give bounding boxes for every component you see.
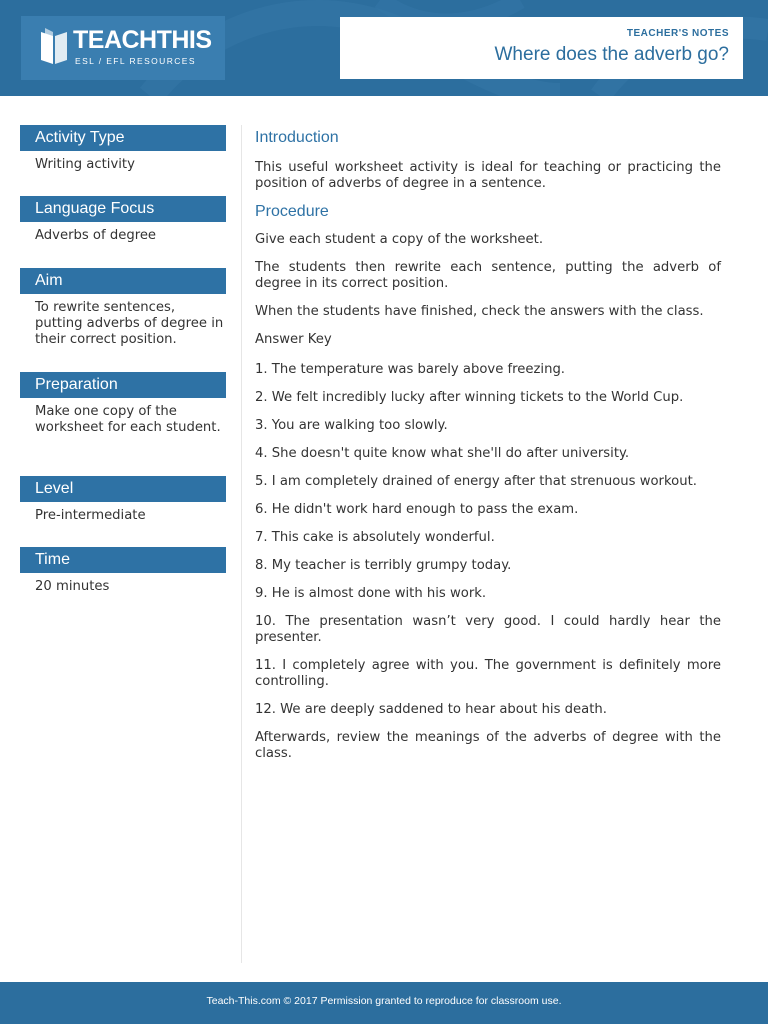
sidebar-text: Writing activity (35, 157, 135, 172)
sidebar-heading: Preparation (20, 372, 226, 398)
sidebar-text: Pre-intermediate (35, 508, 146, 523)
answer-item: 5. I am completely drained of energy after that strenuous workout. (255, 474, 697, 489)
copyright-text: Teach-This.com © 2017 Permission granted to reproduce for classroom use. (206, 995, 562, 1007)
sidebar-heading: Aim (20, 268, 226, 294)
answer-key-label: Answer Key (255, 332, 332, 347)
book-icon (37, 26, 71, 66)
answer-item: 7. This cake is absolutely wonderful. (255, 530, 495, 545)
sidebar-text: Make one copy of the worksheet for each student. (35, 404, 221, 435)
teachers-notes-label: TEACHER'S NOTES (626, 28, 729, 39)
header-banner (0, 0, 768, 96)
sidebar-section-language-focus (20, 196, 226, 268)
answer-item: 12. We are deeply saddened to hear about his death. (255, 702, 607, 717)
page-title: Where does the adverb go? (494, 44, 729, 65)
introduction-text: This useful worksheet activity is ideal for teaching or practicing the position of adverbs of degree in a sentence. (255, 160, 721, 191)
procedure-heading: Procedure (255, 203, 329, 220)
sidebar-text: Adverbs of degree (35, 228, 157, 243)
answer-item: 4. She doesn't quite know what she'll do after university. (255, 446, 630, 461)
teachthis-logo (21, 16, 225, 80)
answer-item: 9. He is almost done with his work. (255, 586, 487, 601)
title-box (340, 17, 743, 79)
answer-item: 1. The temperature was barely above freezing. (255, 362, 566, 377)
sidebar (20, 125, 226, 607)
sidebar-section-activity-type (20, 125, 226, 196)
column-divider (241, 125, 242, 963)
logo-subtitle: ESL / EFL RESOURCES (75, 56, 196, 66)
procedure-step: When the students have finished, check the answers with the class. (255, 304, 704, 319)
answer-item: 10. The presentation wasn’t very good. I could hardly hear the presenter. (255, 614, 721, 645)
main-content (255, 128, 721, 762)
sidebar-heading: Level (20, 476, 226, 502)
sidebar-section-aim (20, 268, 226, 372)
sidebar-text: 20 minutes (35, 579, 110, 594)
answer-item: 8. My teacher is terribly grumpy today. (255, 558, 512, 573)
footer-banner (0, 982, 768, 1024)
sidebar-section-level (20, 476, 226, 547)
sidebar-section-time (20, 547, 226, 607)
sidebar-heading: Time (20, 547, 226, 573)
sidebar-section-preparation (20, 372, 226, 476)
procedure-step: Give each student a copy of the worksheet. (255, 232, 544, 247)
answer-item: 2. We felt incredibly lucky after winning tickets to the World Cup. (255, 390, 684, 405)
logo-text: TEACHTHIS (73, 26, 212, 54)
closing-text: Afterwards, review the meanings of the adverbs of degree with the class. (255, 730, 721, 761)
answer-item: 11. I completely agree with you. The government is definitely more controlling. (255, 658, 721, 689)
answer-item: 3. You are walking too slowly. (255, 418, 448, 433)
procedure-step: The students then rewrite each sentence, putting the adverb of degree in its correct position. (255, 260, 721, 291)
sidebar-heading: Activity Type (20, 125, 226, 151)
introduction-heading: Introduction (255, 129, 339, 146)
answer-item: 6. He didn't work hard enough to pass the exam. (255, 502, 579, 517)
sidebar-heading: Language Focus (20, 196, 226, 222)
sidebar-text: To rewrite sentences, putting adverbs of degree in their correct position. (35, 300, 224, 347)
